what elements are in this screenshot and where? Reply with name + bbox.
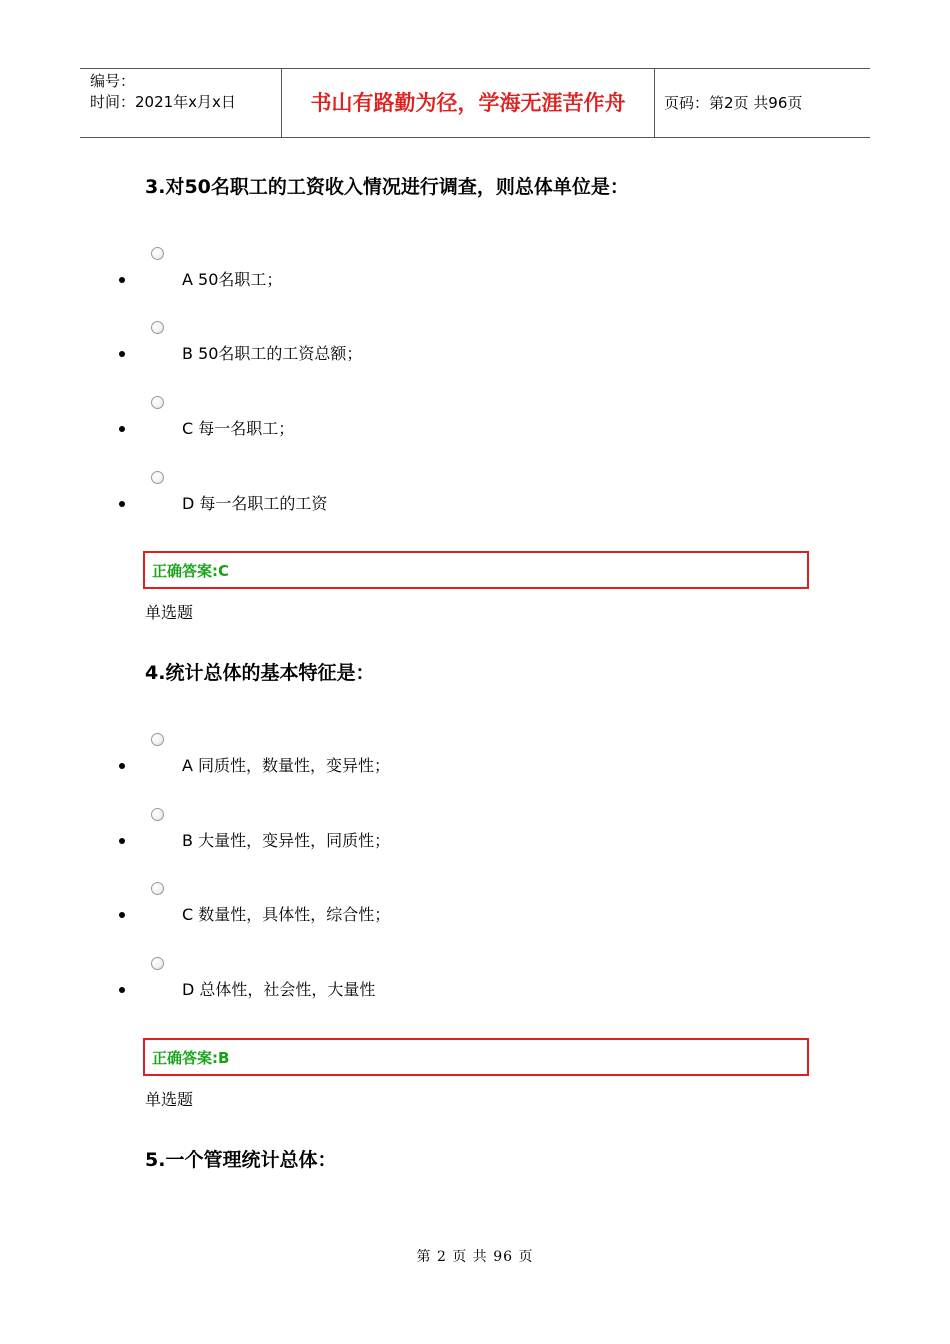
option-label: D 每一名职工的工资 bbox=[182, 494, 328, 513]
bullet-icon bbox=[119, 838, 125, 844]
radio-button-icon[interactable] bbox=[151, 882, 164, 895]
bullet-icon bbox=[119, 987, 125, 993]
answer-option[interactable] bbox=[0, 808, 950, 868]
option-label: B 大量性，变异性，同质性； bbox=[182, 831, 391, 850]
header-motto: 书山有路勤为径，学海无涯苦作舟 bbox=[310, 90, 626, 115]
answer-option[interactable] bbox=[0, 247, 950, 307]
header-page-info: 页码：第2页 共96页 bbox=[664, 94, 803, 112]
header-meta bbox=[90, 71, 236, 113]
radio-button-icon[interactable] bbox=[151, 808, 164, 821]
answer-option[interactable] bbox=[0, 471, 950, 531]
option-label: C 每一名职工； bbox=[182, 419, 295, 438]
bullet-icon bbox=[119, 912, 125, 918]
header-code-label: 编号： bbox=[90, 72, 136, 90]
answer-option[interactable] bbox=[0, 396, 950, 456]
radio-button-icon[interactable] bbox=[151, 321, 164, 334]
option-label: C 数量性，具体性，综合性； bbox=[182, 905, 391, 924]
radio-button-icon[interactable] bbox=[151, 396, 164, 409]
option-label: B 50名职工的工资总额； bbox=[182, 344, 363, 363]
question-type-label: 单选题 bbox=[145, 1090, 194, 1109]
answer-option[interactable] bbox=[0, 321, 950, 381]
bullet-icon bbox=[119, 763, 125, 769]
radio-button-icon[interactable] bbox=[151, 471, 164, 484]
header-time-label: 时间：2021年x月x日 bbox=[90, 93, 236, 111]
question-title: 5.一个管理统计总体： bbox=[145, 1149, 337, 1171]
document-header bbox=[80, 68, 870, 138]
option-label: A 同质性，数量性，变异性； bbox=[182, 756, 391, 775]
option-label: D 总体性，社会性，大量性 bbox=[182, 980, 376, 999]
bullet-icon bbox=[119, 501, 125, 507]
bullet-icon bbox=[119, 351, 125, 357]
option-label: A 50名职工； bbox=[182, 270, 283, 289]
answer-option[interactable] bbox=[0, 733, 950, 793]
bullet-icon bbox=[119, 426, 125, 432]
correct-answer-text: 正确答案:B bbox=[152, 1049, 230, 1067]
radio-button-icon[interactable] bbox=[151, 957, 164, 970]
radio-button-icon[interactable] bbox=[151, 247, 164, 260]
bullet-icon bbox=[119, 277, 125, 283]
radio-button-icon[interactable] bbox=[151, 733, 164, 746]
correct-answer-box bbox=[143, 1038, 809, 1076]
question-title: 3.对50名职工的工资收入情况进行调查，则总体单位是： bbox=[145, 176, 629, 198]
answer-option[interactable] bbox=[0, 957, 950, 1017]
header-divider bbox=[654, 69, 655, 137]
question-title: 4.统计总体的基本特征是： bbox=[145, 662, 375, 684]
page-footer: 第 2 页 共 96 页 bbox=[416, 1249, 534, 1265]
correct-answer-text: 正确答案:C bbox=[152, 562, 230, 580]
answer-option[interactable] bbox=[0, 882, 950, 942]
question-type-label: 单选题 bbox=[145, 603, 194, 622]
correct-answer-box bbox=[143, 551, 809, 589]
